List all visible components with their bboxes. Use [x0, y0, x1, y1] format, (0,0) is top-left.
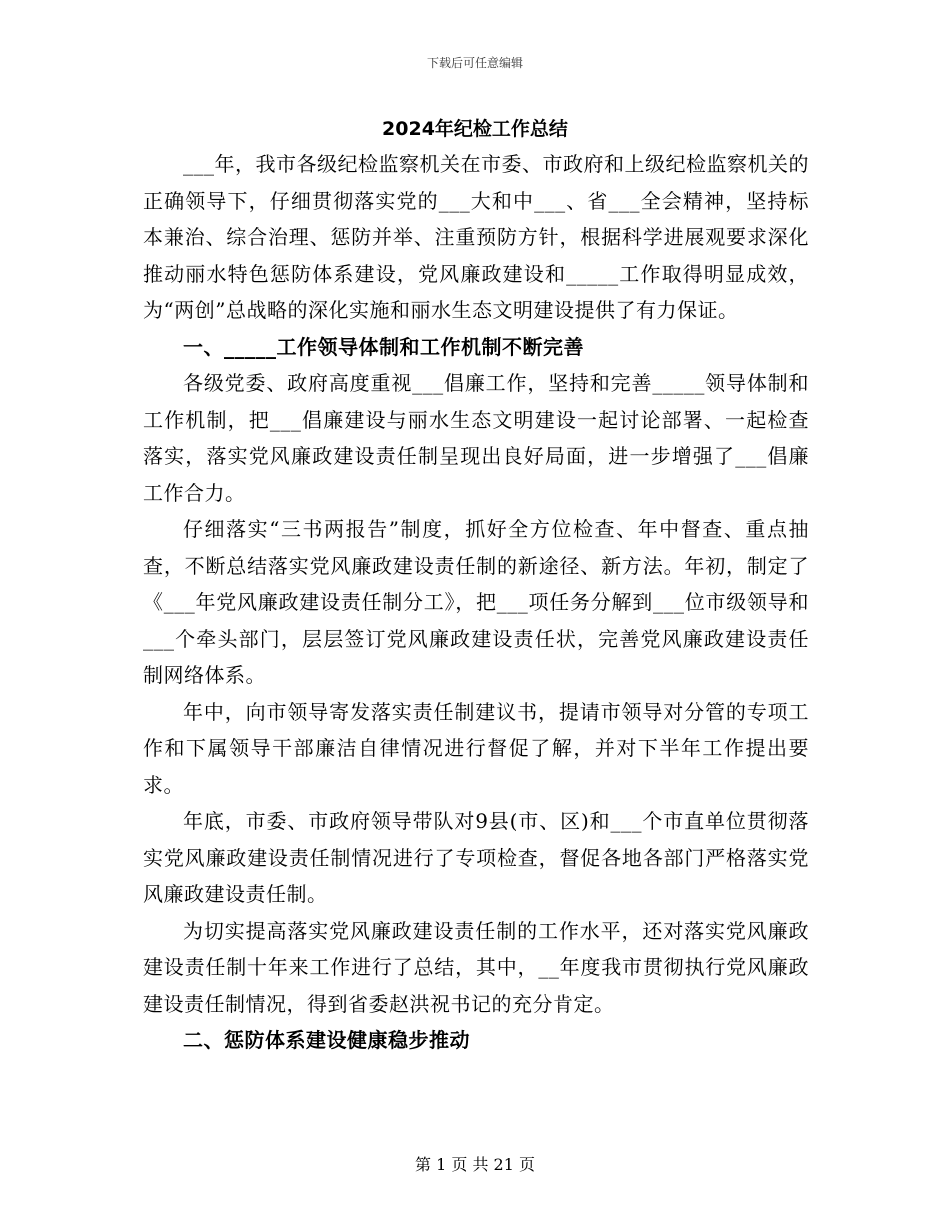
body-paragraph: 仔细落实“三书两报告”制度，抓好全方位检查、年中督查、重点抽查，不断总结落实党风廉政建设责任制的新途径、新方法。年初，制定了《___年党风廉政建设责任制分工》，把___项任务分解到___位市级领导和___个牵头部门，层层签订党风廉政建设责任状，完善党风廉政建设责任制网络体系。: [143, 517, 809, 687]
section-heading-1: 一、_____工作领导体制和工作机制不断完善: [183, 334, 584, 359]
body-paragraph: 年底，市委、市政府领导带队对9县(市、区)和___个市直单位贯彻落实党风廉政建设责任制情况进行了专项检查，督促各地各部门严格落实党风廉政建设责任制。: [143, 809, 809, 906]
body-paragraph: 年中，向市领导寄发落实责任制建议书，提请市领导对分管的专项工作和下属领导干部廉洁自律情况进行督促了解，并对下半年工作提出要求。: [143, 699, 809, 797]
intro-paragraph: ___年，我市各级纪检监察机关在市委、市政府和上级纪检监察机关的正确领导下，仔细贯彻落实党的___大和中___、省___全会精神，坚持标本兼治、综合治理、惩防并举、注重预防方针，根据科学进展观要求深化推动丽水特色惩防体系建设，党风廉政建设和_____工作取得明显成效，为“两创”总战略的深化实施和丽水生态文明建设提供了有力保证。: [143, 152, 809, 322]
header-note: 下载后可任意编辑: [426, 56, 523, 70]
document-title: 2024年纪检工作总结: [382, 118, 568, 140]
body-paragraph: 为切实提高落实党风廉政建设责任制的工作水平，还对落实党风廉政建设责任制十年来工作进行了总结，其中，__年度我市贯彻执行党风廉政建设责任制情况，得到省委赵洪祝书记的充分肯定。: [143, 918, 809, 1016]
body-paragraph: 各级党委、政府高度重视___倡廉工作，坚持和完善_____领导体制和工作机制，把___倡廉建设与丽水生态文明建设一起讨论部署、一起检查落实，落实党风廉政建设责任制呈现出良好局面，进一步增强了___倡廉工作合力。: [143, 371, 809, 505]
section-heading-2: 二、惩防体系建设健康稳步推动: [183, 1028, 470, 1052]
document-body: [143, 146, 809, 1059]
page-number: 第 1 页 共 21 页: [415, 1155, 535, 1174]
